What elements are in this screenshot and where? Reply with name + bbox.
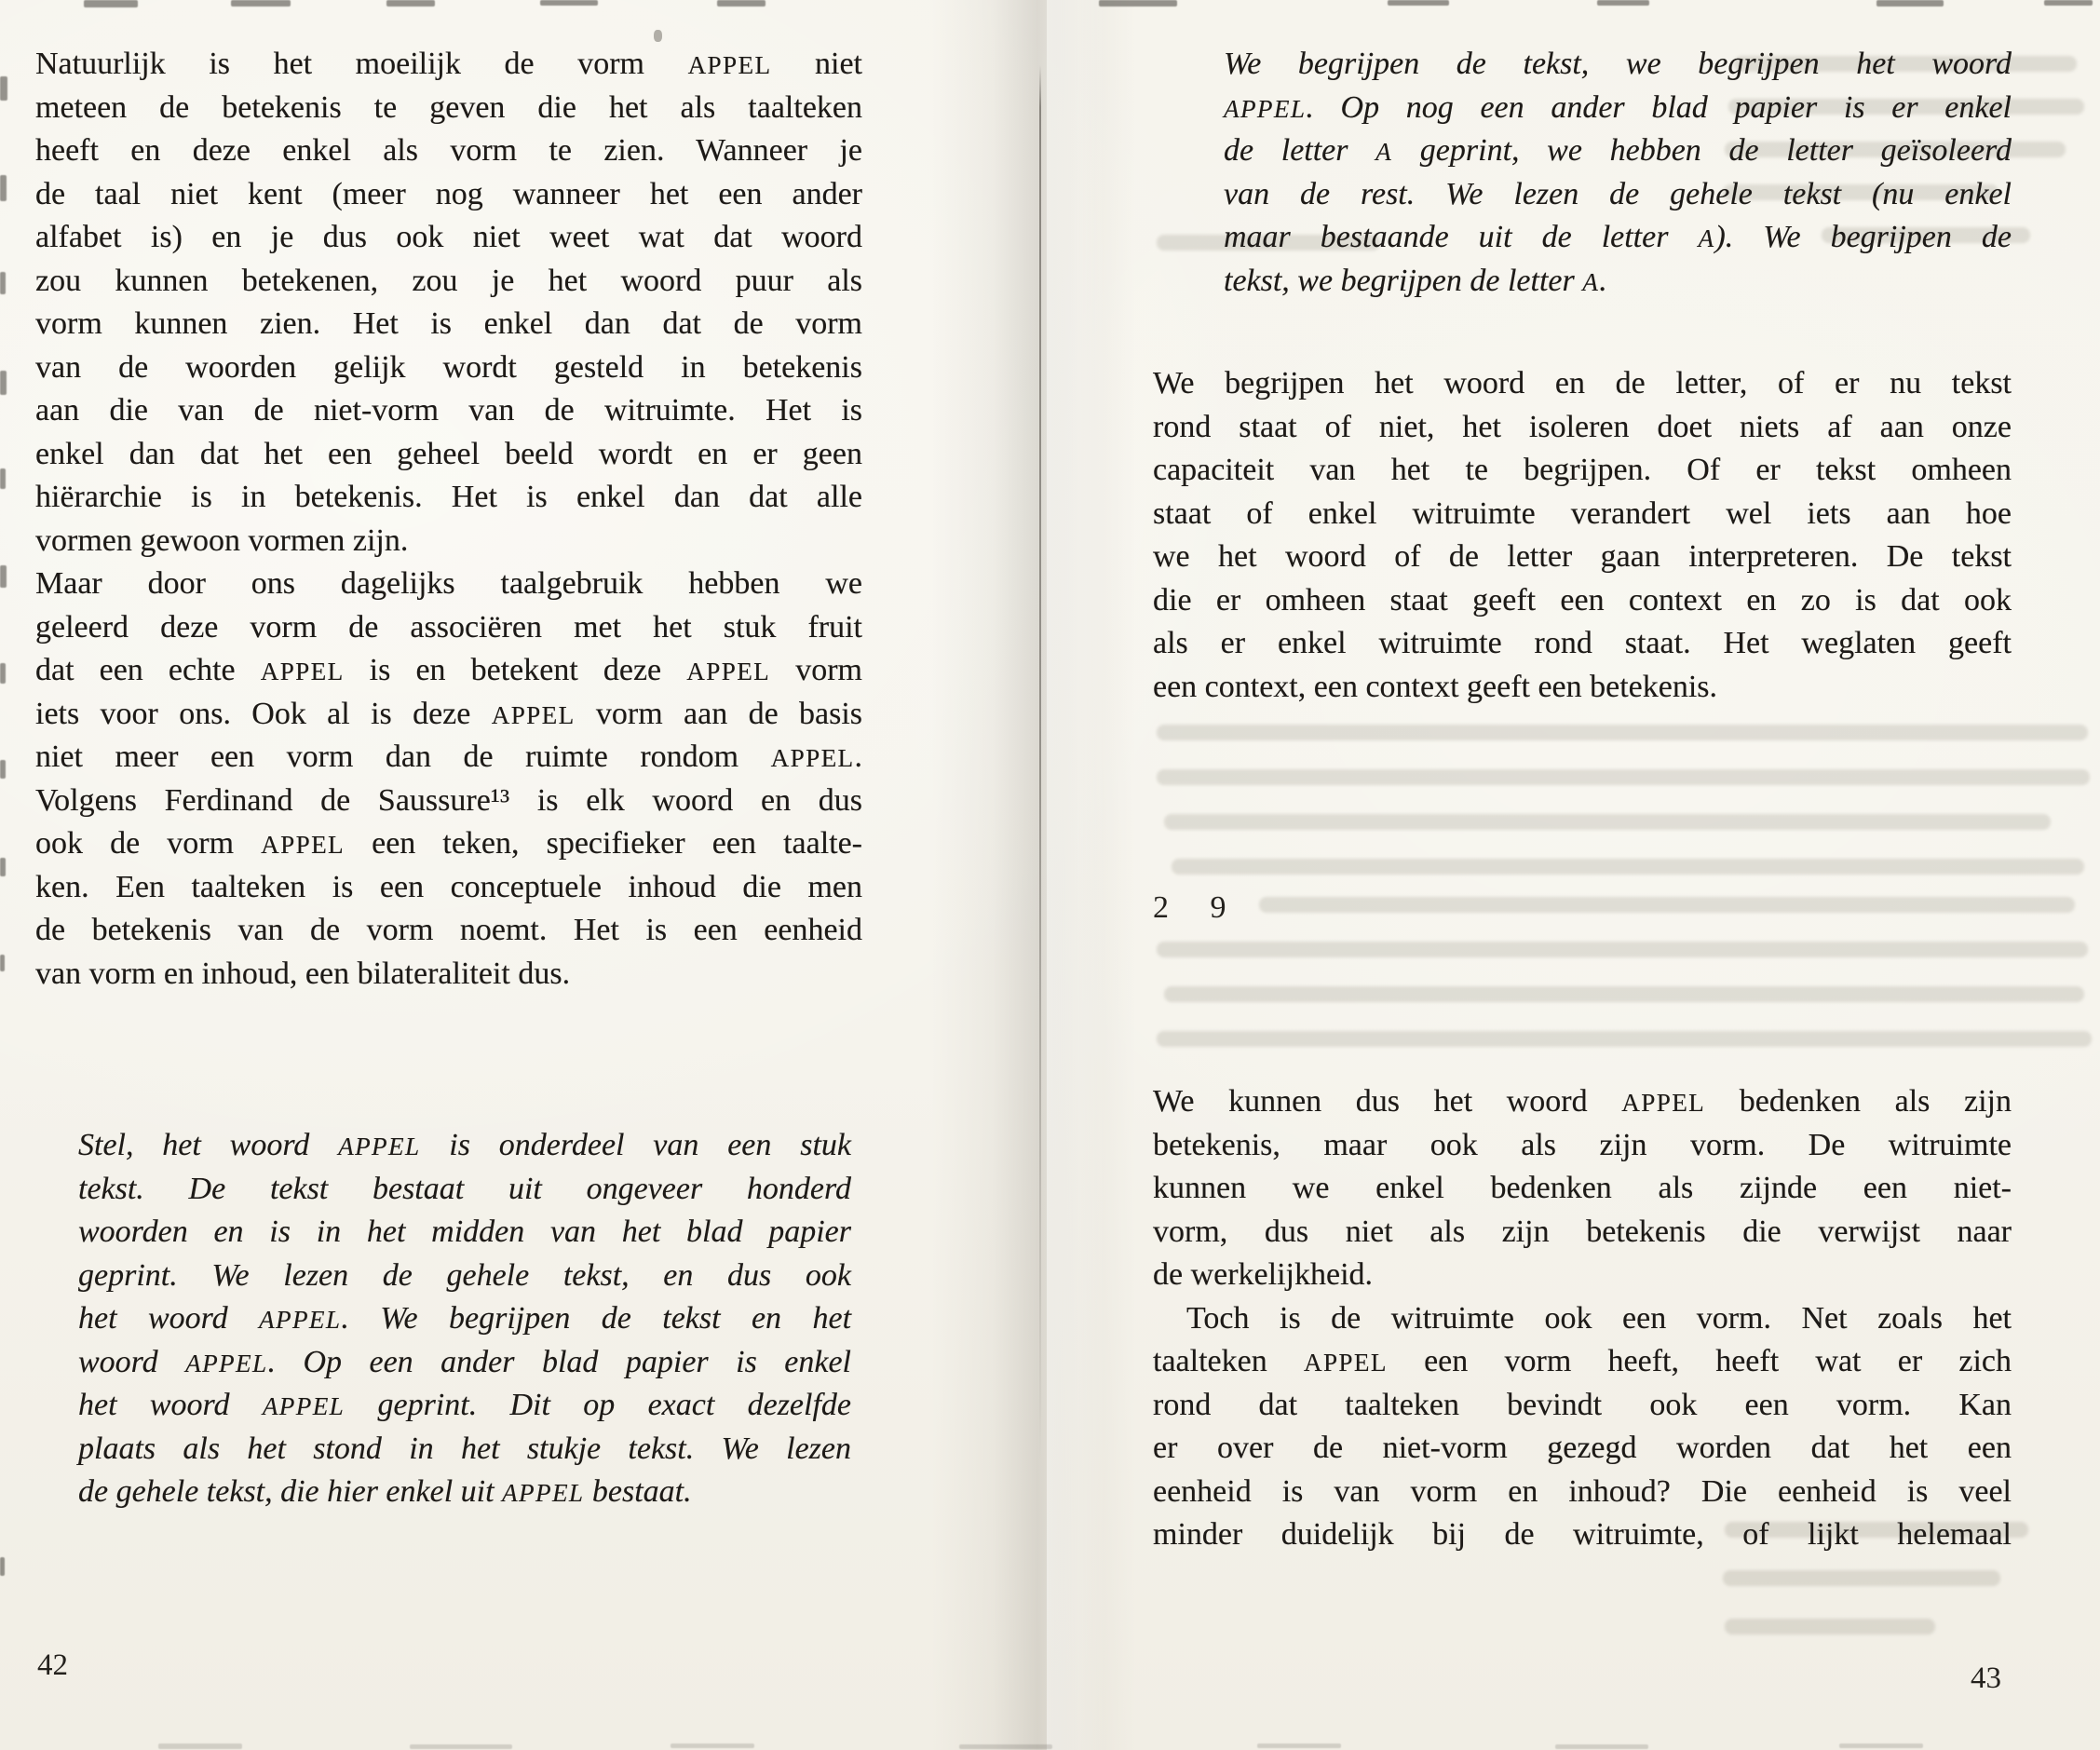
scan-edge-mark (0, 468, 6, 489)
scan-edge-mark (1597, 0, 1649, 6)
scan-edge-mark (540, 0, 598, 6)
scan-edge-mark (158, 1743, 242, 1749)
paragraph (35, 43, 862, 563)
small-caps-word: APPEL (259, 1306, 342, 1334)
small-caps-letter: A (1582, 267, 1600, 296)
page-number-right: 43 (1971, 1662, 2001, 1695)
text-line: van de woorden gelijk wordt gesteld in betekenis (35, 349, 862, 385)
small-caps-word: APPEL (1621, 1089, 1706, 1117)
scan-edge-mark (717, 0, 765, 7)
scan-edge-mark (1555, 1744, 1648, 1749)
scan-edge-mark (2044, 0, 2093, 6)
scan-edge-mark (1876, 0, 1944, 7)
text-line: ook de vorm APPEL een teken, specifieker een taalte- (35, 826, 863, 861)
text-line: plaats als het stond in het stukje tekst. We lezen (78, 1431, 851, 1466)
bleed-through-mark (1723, 1570, 2000, 1586)
scan-edge-mark (0, 272, 6, 294)
text-line: meteen de betekenis te geven die het als taalteken (35, 89, 862, 125)
text-line: er over de niet-vorm gezegd worden dat het een (1153, 1431, 2012, 1465)
scan-edge-mark (0, 858, 6, 876)
text-line: woorden en is in het midden van het blad papier (78, 1214, 851, 1249)
scan-edge-mark (671, 1743, 754, 1748)
text-line: iets voor ons. Ook al is deze APPEL vorm aan de basis (35, 696, 862, 731)
text-line: de betekenis van de vorm noemt. Het is een eenheid (35, 913, 862, 947)
small-caps-letter: A (1698, 224, 1715, 252)
small-caps-word: APPEL (686, 658, 771, 685)
text-line: betekenis, maar ook als zijn vorm. De witruimte (1153, 1127, 2012, 1162)
right-page-text (1153, 43, 2012, 1557)
text-line: woord APPEL. Op een ander blad papier is enkel (78, 1344, 851, 1379)
text-line: tekst. De tekst bestaat uit ongeveer honderd (78, 1171, 851, 1206)
text-line: hiërarchie is in betekenis. Het is enkel dan dat alle (35, 480, 862, 514)
text-line: alfabet is) en je dus ook niet weet wat dat woord (35, 220, 862, 254)
scan-edge-mark (1388, 0, 1449, 6)
text-line: ken. Een taalteken is een conceptuele inhoud die men (35, 869, 862, 904)
scan-edge-mark (959, 1744, 1052, 1749)
gutter-fold-line (1039, 65, 1041, 1462)
text-line: vorm kunnen zien. Het is enkel dan dat de vorm (35, 306, 862, 341)
text-line: die er omheen staat geeft een context en zo is dat ook (1153, 582, 2012, 617)
small-caps-word: APPEL (260, 658, 345, 685)
text-line: heeft en deze enkel als vorm te zien. Wanneer je (35, 133, 862, 168)
text-line: van vorm en inhoud, een bilateraliteit dus. (35, 956, 571, 991)
scan-edge-mark (0, 175, 7, 201)
text-line: het woord APPEL geprint. Dit op exact dezelfde (78, 1388, 851, 1422)
small-caps-word: APPEL (338, 1133, 421, 1160)
small-caps-word: APPEL (262, 1392, 345, 1420)
text-line: niet meer een vorm dan de ruimte rondom APPEL. (35, 739, 862, 774)
text-line: als er enkel witruimte rond staat. Het weglaten geeft (1153, 626, 2012, 660)
small-caps-word: APPEL (185, 1349, 268, 1377)
scan-edge-mark (386, 0, 435, 7)
paragraph (1153, 362, 2012, 709)
text-line: maar bestaande uit de letter A). We begrijpen de (1224, 220, 2012, 254)
text-line: vormen gewoon vormen zijn. (35, 522, 409, 558)
text-line: We begrijpen de tekst, we begrijpen het woord (1224, 47, 2012, 81)
margin-markers (1153, 887, 1226, 929)
text-line: capaciteit van het te begrijpen. Of er tekst omheen (1153, 453, 2012, 487)
text-line: de taal niet kent (meer nog wanneer het een ander (35, 176, 862, 211)
text-line: rond staat of niet, het isoleren doet niets af aan onze (1153, 409, 2012, 444)
text-line: minder duidelijk bij de witruimte, of lijkt helemaal (1153, 1517, 2012, 1552)
small-caps-word: APPEL (1224, 94, 1307, 123)
paragraph (78, 1124, 851, 1514)
scan-edge-mark (1839, 1743, 1923, 1748)
text-line: Volgens Ferdinand de Saussure¹³ is elk woord en dus (35, 782, 862, 818)
text-line: APPEL. Op nog een ander blad papier is er enkel (1224, 89, 2012, 125)
text-line: taalteken APPEL een vorm heeft, heeft wat er zich (1153, 1344, 2012, 1378)
text-line: van de rest. We lezen de gehele tekst (nu enkel (1224, 176, 2012, 211)
text-line: kunnen we enkel bedenken als zijnde een niet- (1153, 1171, 2012, 1205)
small-caps-letter: A (1375, 138, 1393, 166)
small-caps-word: APPEL (687, 51, 772, 79)
paragraph (1153, 1080, 2012, 1297)
paragraph (1153, 1297, 2012, 1557)
gutter-highlight (1047, 0, 1112, 1750)
bleed-through-mark (1725, 1619, 1935, 1635)
text-line: Stel, het woord APPEL is onderdeel van een stuk (78, 1128, 851, 1162)
scan-edge-mark (231, 0, 291, 7)
small-caps-word: APPEL (1303, 1349, 1388, 1377)
text-line: We begrijpen het woord en de letter, of er nu tekst (1153, 366, 2012, 400)
scan-edge-mark (0, 76, 7, 101)
text-line: de werkelijkheid. (1153, 1257, 1374, 1292)
text-line: dat een echte APPEL is en betekent deze APPEL vorm (35, 653, 862, 687)
scan-edge-mark (0, 760, 6, 779)
text-line: geleerd deze vorm de associëren met het stuk fruit (35, 609, 862, 644)
left-page-text (35, 43, 862, 1514)
scan-edge-mark (0, 955, 5, 971)
text-line: staat of enkel witruimte verandert wel iets aan hoe (1153, 495, 2012, 531)
text-line: enkel dan dat het een geheel beeld wordt en er geen (35, 436, 862, 471)
small-caps-word: APPEL (770, 744, 855, 772)
paper-speck (654, 30, 662, 42)
text-line: Natuurlijk is het moeilijk de vorm APPEL niet (35, 47, 863, 81)
scan-edge-mark (1099, 0, 1177, 7)
margin-marker-2: 2 (1153, 890, 1169, 925)
text-line: zou kunnen betekenen, zou je het woord puur als (35, 263, 862, 298)
scan-edge-mark (84, 0, 138, 7)
text-line: Toch is de witruimte ook een vorm. Net zoals het (1186, 1300, 2012, 1336)
margin-marker-9: 9 (1210, 890, 1226, 925)
text-line: we het woord of de letter gaan interpreteren. De tekst (1153, 539, 2012, 574)
text-line: eenheid is van vorm en inhoud? Die eenheid is veel (1153, 1473, 2012, 1509)
text-line: rond dat taalteken bevindt ook een vorm. Kan (1153, 1387, 2012, 1422)
paragraph (35, 563, 862, 996)
scan-edge-mark (0, 663, 6, 684)
small-caps-word: APPEL (261, 831, 345, 859)
scan-edge-mark (410, 1744, 512, 1749)
text-line: tekst, we begrijpen de letter A. (1224, 263, 1607, 298)
small-caps-word: APPEL (502, 1479, 585, 1507)
text-line: de gehele tekst, die hier enkel uit APPEL bestaat. (78, 1474, 692, 1509)
scan-edge-mark (0, 371, 7, 395)
text-line: Maar door ons dagelijks taalgebruik hebben we (35, 566, 862, 601)
text-line: een context, een context geeft een betekenis. (1153, 669, 1718, 704)
page-number-left: 42 (37, 1648, 68, 1682)
text-line: We kunnen dus het woord APPEL bedenken als zijn (1153, 1084, 2012, 1119)
text-line: geprint. We lezen de gehele tekst, en dus ook (78, 1257, 851, 1293)
text-line: vorm, dus niet als zijn betekenis die verwijst naar (1153, 1214, 2012, 1249)
scan-edge-mark (1257, 1743, 1341, 1748)
text-line: de letter A geprint, we hebben de letter geïsoleerd (1224, 133, 2012, 168)
scan-edge-mark (0, 1557, 5, 1576)
paragraph (1224, 43, 2012, 303)
text-line: aan die van de niet-vorm van de witruimte. Het is (35, 393, 862, 427)
text-line: het woord APPEL. We begrijpen de tekst en het (78, 1301, 852, 1336)
small-caps-word: APPEL (491, 700, 576, 729)
scan-edge-mark (0, 565, 7, 588)
